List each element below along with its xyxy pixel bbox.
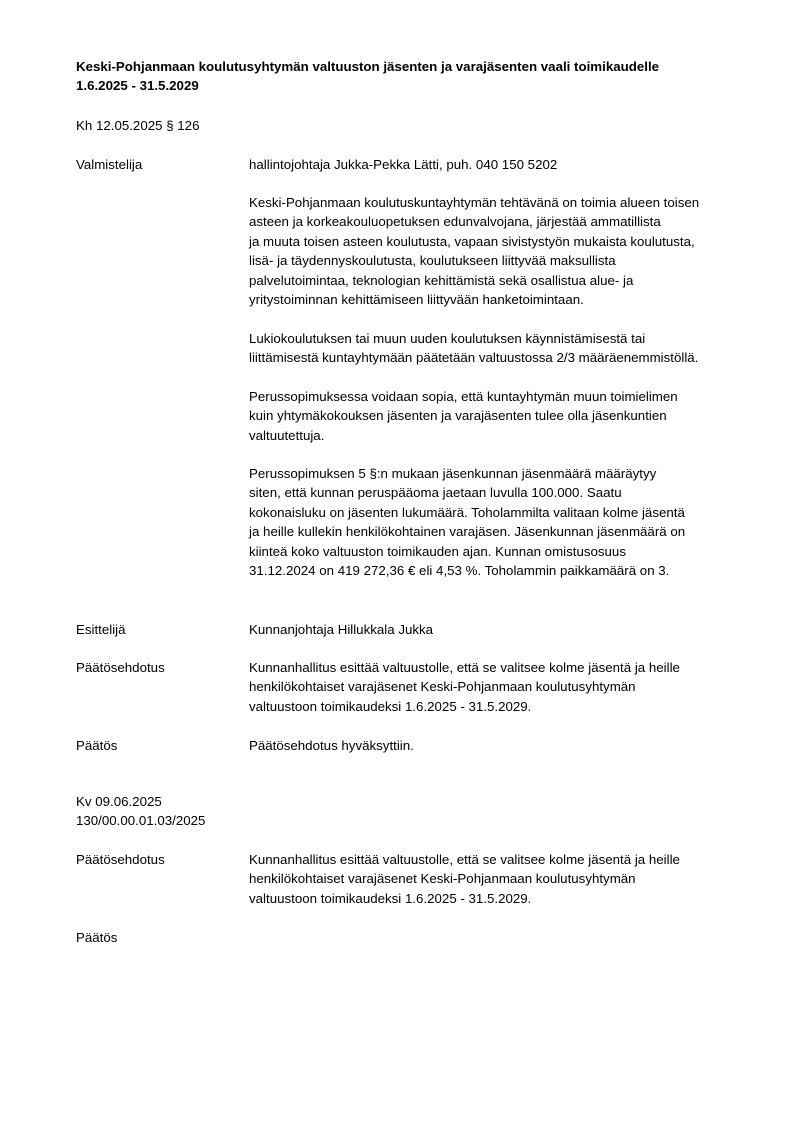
kv-reference bbox=[76, 792, 205, 831]
kh-paatosehdotus-text bbox=[249, 658, 754, 716]
paragraph-line: lisä- ja täydennyskoulutusta, koulutukseen liittyvää maksullista bbox=[249, 253, 616, 269]
title-line-2: 1.6.2025 - 31.5.2029 bbox=[76, 78, 199, 94]
paragraph-line: henkilökohtaiset varajäsenet Keski-Pohjanmaan koulutusyhtymän bbox=[249, 871, 636, 887]
kh-paatosehdotus-label: Päätösehdotus bbox=[76, 660, 165, 675]
paragraph-line: valtuutettuja. bbox=[249, 427, 325, 443]
paragraph-line: 31.12.2024 on 419 272,36 € eli 4,53 %. Toholammin paikkamäärä on 3. bbox=[249, 563, 670, 579]
esittelija-label: Esittelijä bbox=[76, 622, 126, 637]
paragraph-line: kiinteä koko valtuuston toimikauden ajan. Kunnan omistusosuus bbox=[249, 543, 626, 559]
kh-paatos-value: Päätösehdotus hyväksyttiin. bbox=[249, 738, 414, 753]
paragraph-1 bbox=[249, 193, 754, 309]
paragraph-line: valtuustoon toimikaudeksi 1.6.2025 - 31.5.2029. bbox=[249, 890, 532, 906]
paragraph-line: Lukiokoulutuksen tai muun uuden koulutuksen käynnistämisestä tai bbox=[249, 331, 646, 346]
kv-paatosehdotus-text bbox=[249, 850, 754, 908]
paragraph-line: ja heille kullekin henkilökohtainen varajäsen. Jäsenkunnan jäsenmäärä on bbox=[249, 524, 686, 540]
valmistelija-value: hallintojohtaja Jukka-Pekka Lätti, puh. 040 150 5202 bbox=[249, 157, 558, 172]
paragraph-line: ja muuta toisen asteen koulutusta, vapaan sivistystyön mukaista koulutusta, bbox=[249, 233, 695, 249]
esittelija-value: Kunnanjohtaja Hillukkala Jukka bbox=[249, 622, 434, 637]
kh-paatos-label: Päätös bbox=[76, 738, 118, 753]
paragraph-line: kokonaisluku on jäsenten lukumäärä. Toholammilta valitaan kolme jäsentä bbox=[249, 504, 685, 520]
paragraph-4 bbox=[249, 464, 754, 580]
paragraph-2 bbox=[249, 329, 754, 368]
paragraph-line: Kunnanhallitus esittää valtuustolle, että se valitsee kolme jäsentä ja heille bbox=[249, 660, 680, 675]
paragraph-line: liittämisestä kuntayhtymään päätetään valtuustossa 2/3 määräenemmistöllä. bbox=[249, 350, 699, 366]
paragraph-line: asteen ja korkeakouluopetuksen edunvalvojana, järjestää ammatillista bbox=[249, 214, 661, 230]
document-title bbox=[76, 57, 756, 96]
paragraph-3 bbox=[249, 387, 754, 445]
paragraph-line: valtuustoon toimikaudeksi 1.6.2025 - 31.5.2029. bbox=[249, 698, 532, 714]
kv-paatos-label: Päätös bbox=[76, 930, 118, 945]
paragraph-line: Kunnanhallitus esittää valtuustolle, että se valitsee kolme jäsentä ja heille bbox=[249, 852, 680, 867]
paragraph-line: henkilökohtaiset varajäsenet Keski-Pohjanmaan koulutusyhtymän bbox=[249, 679, 636, 695]
paragraph-line: kuin yhtymäkokouksen jäsenten ja varajäsenten tulee olla jäsenkuntien bbox=[249, 408, 667, 424]
paragraph-line: siten, että kunnan peruspääoma jaetaan luvulla 100.000. Saatu bbox=[249, 485, 622, 501]
paragraph-line: Keski-Pohjanmaan koulutuskuntayhtymän tehtävänä on toimia alueen toisen bbox=[249, 195, 700, 210]
paragraph-line: palvelutoimintaa, teknologian kehittämistä sekä osallistua alue- ja bbox=[249, 272, 634, 288]
valmistelija-label: Valmistelija bbox=[76, 157, 143, 172]
paragraph-line: Perussopimuksen 5 §:n mukaan jäsenkunnan jäsenmäärä määräytyy bbox=[249, 466, 657, 481]
kh-reference: Kh 12.05.2025 § 126 bbox=[76, 118, 200, 133]
kv-paatosehdotus-label: Päätösehdotus bbox=[76, 852, 165, 867]
kv-reference-line-1: Kv 09.06.2025 bbox=[76, 794, 162, 809]
kv-reference-line-2: 130/00.00.01.03/2025 bbox=[76, 813, 206, 829]
title-line-1: Keski-Pohjanmaan koulutusyhtymän valtuuston jäsenten ja varajäsenten vaali toimikaudelle bbox=[76, 59, 660, 74]
paragraph-line: Perussopimuksessa voidaan sopia, että kuntayhtymän muun toimielimen bbox=[249, 389, 678, 404]
paragraph-line: yritystoiminnan kehittämiseen liittyvään hanketoimintaan. bbox=[249, 292, 584, 308]
